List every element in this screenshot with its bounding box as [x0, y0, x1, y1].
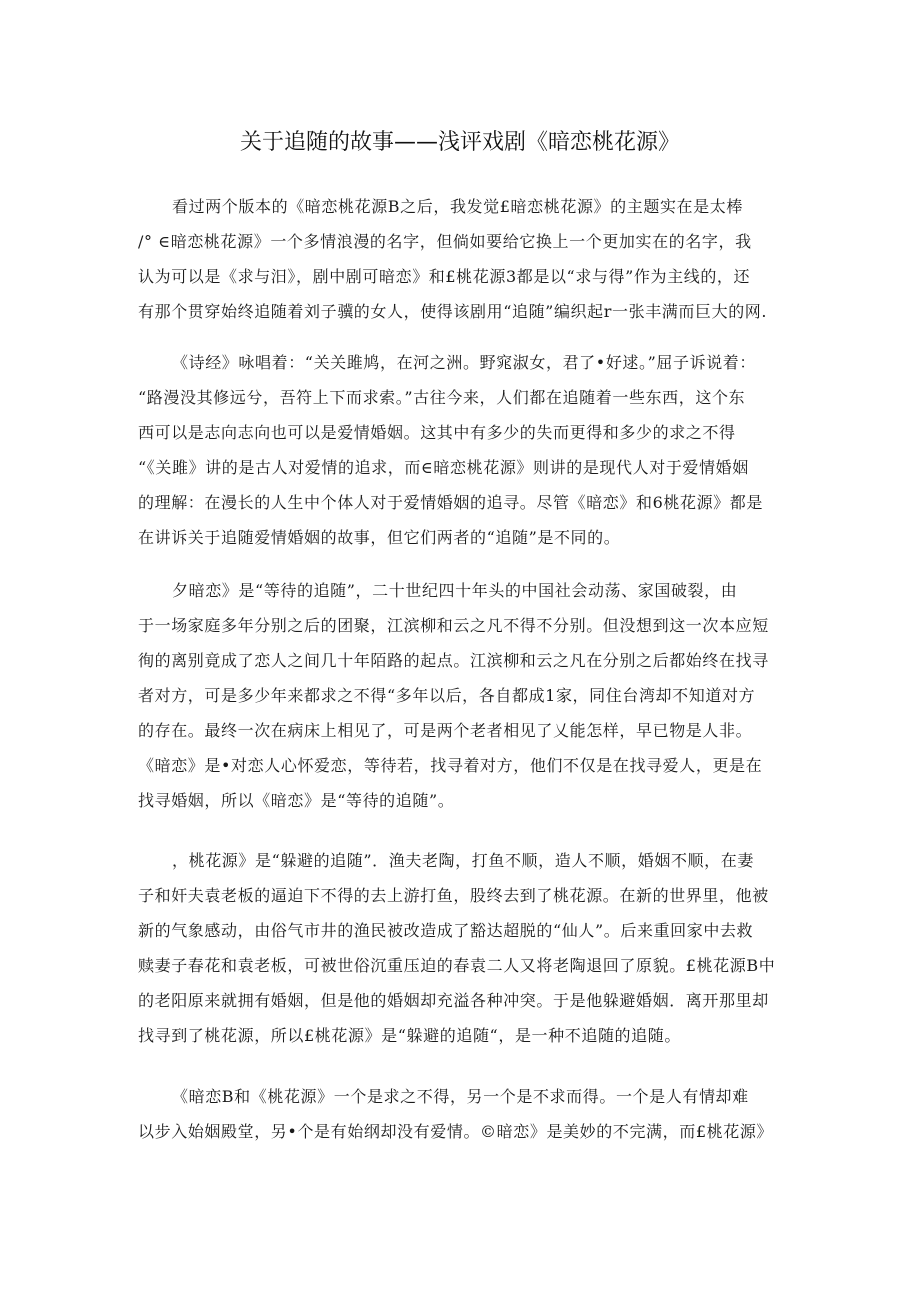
paragraph-1: [138, 189, 788, 329]
text-line: 《诗经》咏唱着：“关关雎鸠，在河之洲。野窕淑女，君了•好逑。”屈子诉说着：: [172, 353, 756, 372]
text-line: “《关雎》讲的是古人对爱情的追求，而∈暗恋桃花源》则讲的是现代人对于爱情婚姻: [138, 458, 749, 477]
text-line: 找寻到了桃花源，所以£桃花源》是“躲避的追随“，是一种不追随的追随。: [138, 1026, 681, 1045]
text-line: 有那个贯穿始终追随着刘子骥的女人，使得该剧用“追随”编织起r一张丰满而巨大的网.: [138, 302, 768, 321]
text-line: /° ∈暗恋桃花源》一个多情浪漫的名字，但倘如要给它换上一个更加实在的名字，我: [138, 232, 752, 251]
text-line: 认为可以是《求与汨》，剧中剧可暗恋》和£桃花源3都是以“求与得”作为主线的，还: [138, 267, 751, 286]
paragraph-5: [138, 1079, 788, 1149]
text-line: 赎妻子春花和袁老板，可被世俗沉重压迫的春袁二人又将老陶退回了原貌。£桃花源B中: [138, 956, 776, 975]
text-line: 《暗恋B和《桃花源》一个是求之不得，另一个是不求而得。一个是人有情却难: [172, 1087, 749, 1106]
text-line: 西可以是志向志向也可以是爱情婚姻。这其中有多少的失而更得和多少的求之不得: [138, 423, 736, 442]
paragraph-3: [138, 573, 788, 818]
text-line: 以步入始姻殿堂，另•个是有始纲却没有爱情。©暗恋》是美妙的不完满，而£桃花源》: [138, 1122, 774, 1141]
text-line: 徇的离别竟成了恋人之间几十年陌路的起点。江滨柳和云之凡在分别之后都始终在找寻: [138, 651, 769, 670]
text-line: ，桃花源》是“躲避的追随”．渔夫老陶，打鱼不顺，造人不顺，婚姻不顺，在妻: [172, 851, 754, 870]
text-line: 《暗恋》是•对恋人心怀爱恋，等待若，找寻着对方，他们不仅是在找寻爱人，更是在: [138, 756, 763, 775]
document-title: 关于追随的故事——浅评戏剧《暗恋桃花源》: [239, 130, 680, 155]
text-line: 找寻婚姻，所以《暗恋》是“等待的追随”。: [138, 791, 455, 810]
paragraph-2: [138, 345, 788, 555]
text-line: 新的气象感动，由俗气市井的渔民被改造成了豁达超脱的“仙人”。后来重回家中去救: [138, 921, 754, 940]
text-line: 的理解：在漫长的人生中个体人对于爱情婚姻的追寻。尽管《暗恋》和6桃花源》都是: [138, 493, 763, 512]
text-line: 于一场家庭多年分别之后的团聚，江滨柳和云之凡不得不分别。但没想到这一次本应短: [138, 616, 769, 635]
text-line: 看过两个版本的《暗恋桃花源B之后，我发觉£暗恋桃花源》的主题实在是太棒: [172, 197, 743, 216]
text-line: 子和奸夫袁老板的逼迫下不得的去上游打鱼，股终去到了桃花源。在新的世界里，他被: [138, 886, 769, 905]
text-line: 夕暗恋》是“等待的追随”，二十世纪四十年头的中国社会动荡、家国破裂，由: [172, 581, 738, 600]
text-line: 的存在。最终一次在病床上相见了，可是两个老者相见了乂能怎样，早已物是人非。: [138, 721, 753, 740]
text-line: 者对方，可是多少年来都求之不得“多年以后，各自都成1家，同住台湾却不知道对方: [138, 686, 756, 705]
text-line: 的老阳原来就拥有婚姻，但是他的婚姻却充溢各种冲突。于是他躲避婚姻．离开那里却: [138, 991, 769, 1010]
text-line: 在讲诉关于追随爱情婚姻的故事，但它们两者的“追随”是不同的。: [138, 528, 621, 547]
paragraph-4: [138, 843, 788, 1053]
text-line: “路漫没其修远兮，吾符上下而求索。”古往今来，人们都在追随着一些东西，这个东: [138, 388, 746, 407]
